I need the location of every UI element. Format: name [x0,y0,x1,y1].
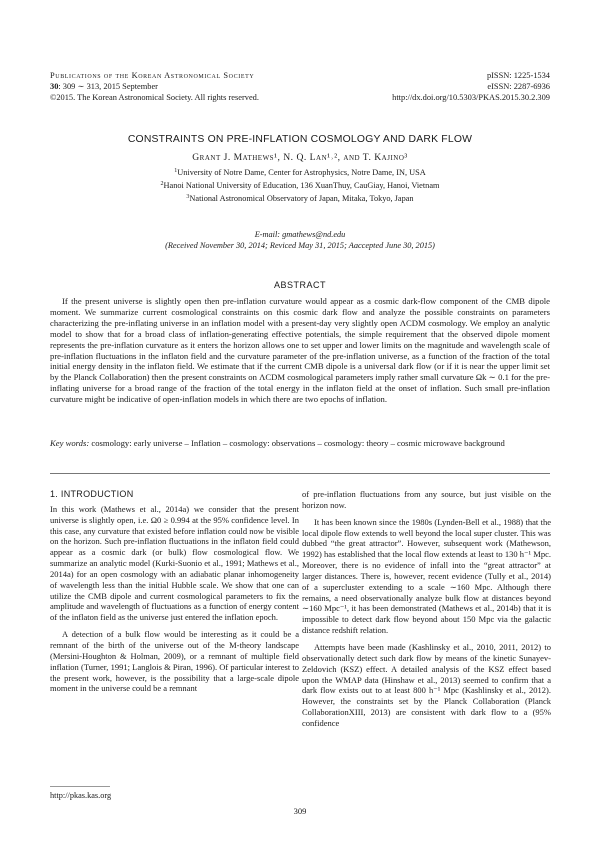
received-dates: (Received November 30, 2014; Reviced May 31, 2015; Aaccepted June 30, 2015) [165,241,435,250]
keywords-label: Key words: [50,438,90,448]
left-column [50,489,299,694]
intro-paragraph-1: In this work (Mathews et al., 2014a) we consider that the present universe is slightly open, i.e. Ω0 ≥ 0.994 at the 95% confidence level. In this case, any curvature that existed before inflation could now be visible on the horizon. Such pre-inflation fluctuations in the inflaton field could appear as a cosmic dark (or bulk) flow cosmological flow. We summarize an analytic model (Kurki-Suonio et al., 1991; Mathews et al., 2014a) for an open cosmology with an adiabatic planar inhomogeneity of wavelength less than the initial Hubble scale. We show that one can utilize the CMB dipole and current cosmological parameters to fix the amplitude and wavelength of fluctuations as a function of energy content of the inflaton field as the universe just entered the inflation epoch. [50,503,299,623]
journal-header [50,70,259,103]
author-email: E-mail: gmathews@nd.edu [254,230,346,239]
doi-link[interactable]: http://dx.doi.org/10.5303/PKAS.2015.30.2.309 [392,93,550,102]
eissn: eISSN: 2287-6936 [487,82,550,91]
volume-line [50,81,259,92]
intro-paragraph-5: Attempts have been made (Kashlinsky et al., 2010, 2011, 2012) to observationally detect such dark flow by means of the kinetic Sunayev-Zeldovich (KSZ) effect. A detailed analysis of the KSZ effect based upon the WMAP data (Hinshaw et al., 2013) seemed to confirm that a dark flow exists out to at least 800 h⁻¹ Mpc (Kashlinsky et al., 2012). However, the constraints set by the Planck Collaboration (Planck CollaborationXIII, 2013) are consistent with dark flow to a (95% confidence [302,641,551,728]
section-divider [50,473,550,474]
volume-pages: : 309 ∼ 313, 2015 September [58,82,158,91]
affiliation-2: $^2$Hanoi National University of Education, 136 XuanThuy, CauGiay, Hanoi, Vietnam [160,180,440,190]
affiliations [0,166,600,204]
paper-title: CONSTRAINTS ON PRE-INFLATION COSMOLOGY AND DARK FLOW [127,134,473,145]
abstract-text: If the present universe is slightly open then pre-inflation curvature would appear as a cosmic dark-flow component of the CMB dipole moment. We summarize current cosmological constraints on this cosmic dark flow and analyze the possible constraints on parameters characterizing the pre-inflating universe in an inflation model with a present-day very slightly open ΛCDM cosmology. We employ an analytic model to show that for a broad class of inflation-generating effective potentials, the simple requirement that the observed dipole moment represents the pre-inflation curvature as it enters the horizon allows one to set upper and lower limits on the magnitude and wavelength scale of pre-inflation fluctuations in the inflaton field and the curvature parameter of the pre-inflation universe, as a function of the fraction of the total initial energy density in the inflaton field. We estimate that if the current CMB dipole is a universal dark flow (or if it is near the upper limit set by the Planck Collaboration) then the present constraints on ΛCDM cosmological parameters imply rather small curvature Ωk ∼ 0.1 for the pre-inflating universe for a broad range of the fraction of the total energy in the inflaton field at the onset of inflation. Such small pre-inflation curvature might be indicative of open-inflation models in which there are two epochs of inflation. [50,296,550,405]
right-column [302,489,551,729]
intro-paragraph-3: of pre-inflation fluctuations from any source, but just visible on the horizon now. [302,489,551,510]
abstract-heading: ABSTRACT [273,280,326,290]
pissn: pISSN: 1225-1534 [486,71,550,80]
volume-number: 30 [50,82,59,91]
section-heading-introduction: 1. INTRODUCTION [50,489,134,499]
keywords-text: cosmology: early universe – Inflation – cosmology: observations – cosmology: theory – cosmic microwave background [91,438,505,448]
affiliation-3: $^3$National Astronomical Observatory of Japan, Mitaka, Tokyo, Japan [186,193,414,203]
footnote-divider [50,786,110,787]
copyright: ©2015. The Korean Astronomical Society. All rights reserved. [50,93,259,102]
affiliation-1: $^1$University of Notre Dame, Center for Astrophysics, Notre Dame, IN, USA [174,168,426,177]
author-list: Grant J. Mathews¹, N. Q. Lan¹˒², and T. Kajino³ [192,152,408,163]
issn-header [392,70,550,103]
journal-name: Publications of the Korean Astronomical Society [50,71,255,80]
keywords [50,438,550,449]
footnote-url[interactable]: http://pkas.kas.org [50,791,112,800]
page-number: 309 [293,806,307,816]
intro-paragraph-2: A detection of a bulk flow would be interesting as it could be a remnant of the birth of the universe out of the M-theory landscape (Mersini-Houghton & Holman, 2009), or a remnant of multiple field inflation (Turner, 1991; Langlois & Piran, 1996). Of particular interest to the present work, however, is the possibility that a large-scale dipole moment in the universe could be a remnant [50,629,299,694]
intro-paragraph-4: It has been known since the 1980s (Lynden-Bell et al., 1988) that the local dipole flow extends to well beyond the local super cluster. This was dubbed “the great attractor”. However, subsequent work (Mathewson, 1992) has established that the local flow extends at least to 130 h⁻¹ Mpc. Moreover, there is no evidence of infall into the “great attractor” at larger distances. There is, however, recent evidence (Tully et al., 2014) of a supercluster extending to a scale ∼160 Mpc. Although there remains, a need observationally analyze bulk flow at distances beyond ∼160 Mpc⁻¹, it has been demonstrated (Mathews et al., 2014b) that it is impossible to detect dark flow beyond about 150 Mpc via the galactic distance redshift relation. [302,516,551,636]
